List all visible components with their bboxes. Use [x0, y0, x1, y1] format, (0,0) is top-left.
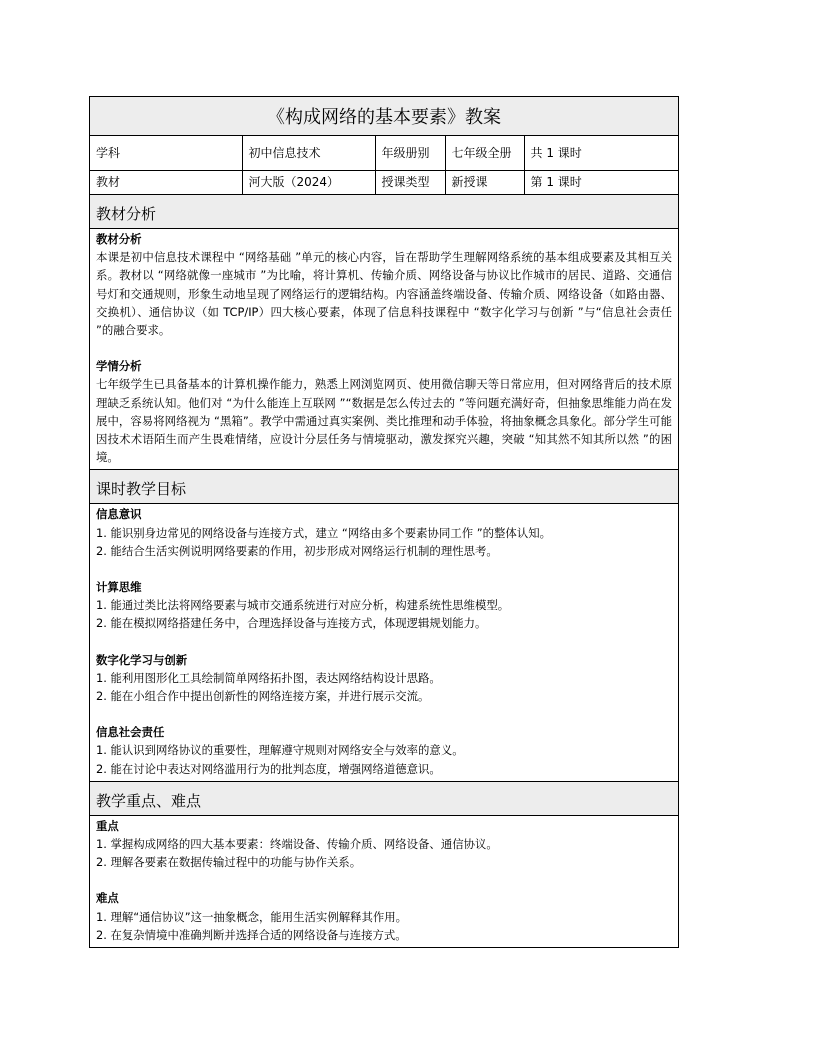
objective-group-title: 数字化学习与创新 [96, 652, 188, 667]
section-heading-objectives: 课时教学目标 [90, 470, 678, 504]
objective-item: 2. 能在小组合作中提出创新性的网络连接方案，并进行展示交流。 [96, 689, 430, 704]
objective-item: 2. 能在讨论中表达对网络滥用行为的批判态度，增强网络道德意识。 [96, 761, 441, 776]
paragraph-textbook-analysis: 本课是初中信息技术课程中 “网络基础 ”单元的核心内容，旨在帮助学生理解网络系统的基本组成要素及其相互关系。教材以 “网络就像一座城市 ”为比喻，将计算机、传输介质、网络设备与协议比作城市的居民、道路、交通信号灯和交通规则，形象生动地呈现了网络运行的逻辑结构。内容涵盖终端设备、传输介质、网络设备（如路由器、交换机）、通信协议（如 TCP/IP）四大核心要素，体现了信息科技课程中 “数字化学习与创新 ”与“信息社会责任 ”的融合要求。 [96, 250, 672, 338]
keypoint-group-title: 重点 [96, 818, 119, 833]
objective-group-title: 计算思维 [96, 580, 142, 595]
section-body-key-points [90, 816, 678, 947]
subheading-textbook-analysis: 教材分析 [96, 232, 142, 246]
objective-item: 2. 能在模拟网络搭建任务中，合理选择设备与连接方式，体现逻辑规划能力。 [96, 616, 487, 631]
section-body-objectives [90, 504, 678, 781]
keypoint-item: 1. 掌握构成网络的四大基本要素：终端设备、传输介质、网络设备、通信协议。 [96, 837, 498, 852]
meta-value-subject: 初中信息技术 [242, 136, 375, 171]
meta-label-textbook: 教材 [90, 171, 242, 195]
keypoint-item: 2. 理解各要素在数据传输过程中的功能与协作关系。 [96, 855, 362, 870]
meta-value-lesson-type: 新授课 [445, 171, 524, 195]
meta-label-grade: 年级册别 [375, 136, 445, 171]
objective-group-title: 信息社会责任 [96, 725, 165, 740]
objective-item: 2. 能结合生活实例说明网络要素的作用，初步形成对网络运行机制的理性思考。 [96, 543, 498, 558]
meta-value-textbook: 河大版（2024） [242, 171, 375, 195]
paragraph-student-analysis: 七年级学生已具备基本的计算机操作能力，熟悉上网浏览网页、使用微信聊天等日常应用，但对网络背后的技术原理缺乏系统认知。他们对 “为什么能连上互联网 ”“数据是怎么传过去的 ”等问题充满好奇，但抽象思维能力尚在发展中，容易将网络视为 “黑箱”。教学中需通过真实案例、类比推理和动手体验，将抽象概念具象化。部分学生可能因技术术语陌生而产生畏难情绪，应设计分层任务与情境驱动，激发探究兴趣，突破 “知其然不知其所以然 ”的困境。 [96, 377, 672, 465]
section-body-textbook-analysis [90, 229, 678, 470]
objective-item: 1. 能识别身边常见的网络设备与连接方式，建立 “网络由多个要素协同工作 ”的整体认知。 [96, 525, 551, 540]
meta-row-subject [90, 136, 678, 171]
objective-item: 1. 能通过类比法将网络要素与城市交通系统进行对应分析，构建系统性思维模型。 [96, 598, 510, 613]
meta-value-lesson-number: 第 1 课时 [524, 171, 678, 195]
difficulty-group-title: 难点 [96, 891, 119, 906]
meta-label-lesson-type: 授课类型 [375, 171, 445, 195]
objective-item: 1. 能利用图形化工具绘制简单网络拓扑图，表达网络结构设计思路。 [96, 670, 441, 685]
meta-value-grade: 七年级全册 [445, 136, 524, 171]
difficulty-item: 2. 在复杂情境中准确判断并选择合适的网络设备与连接方式。 [96, 927, 407, 942]
lesson-plan-table [89, 96, 679, 948]
objective-group-title: 信息意识 [96, 507, 142, 522]
objective-item: 1. 能认识到网络协议的重要性，理解遵守规则对网络安全与效率的意义。 [96, 743, 464, 758]
difficulty-item: 1. 理解“通信协议”这一抽象概念，能用生活实例解释其作用。 [96, 909, 408, 924]
meta-row-textbook [90, 171, 678, 195]
section-heading-textbook-analysis: 教材分析 [90, 195, 678, 229]
meta-value-total-hours: 共 1 课时 [524, 136, 678, 171]
meta-label-subject: 学科 [90, 136, 242, 171]
section-heading-key-points: 教学重点、难点 [90, 782, 678, 816]
document-title: 《构成网络的基本要素》教案 [90, 97, 678, 136]
meta-table [90, 136, 678, 195]
subheading-student-analysis: 学情分析 [96, 359, 142, 374]
